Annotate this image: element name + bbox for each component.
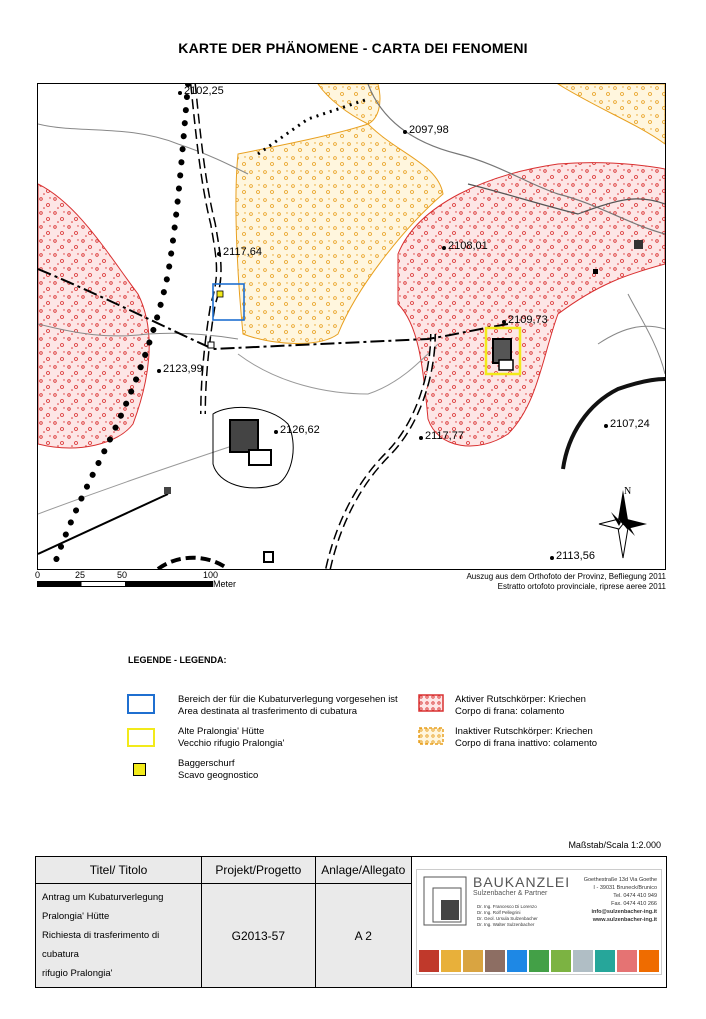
legend-item: Alte Pralongia' Hütte Vecchio rifugio Pralongia' bbox=[178, 726, 285, 749]
elevation-label: 2107,24 bbox=[610, 418, 650, 430]
elevation-label: 2113,56 bbox=[556, 550, 595, 562]
header-annex: Anlage/Allegato bbox=[315, 857, 411, 884]
map-canvas bbox=[38, 84, 665, 569]
north-label: N bbox=[624, 486, 632, 497]
legend-inactive-landslide-icon bbox=[418, 727, 444, 745]
project-code: G2013-57 bbox=[202, 884, 315, 988]
logo-icon-strip bbox=[419, 950, 659, 972]
title-block bbox=[35, 856, 667, 988]
title-text: Antrag um Kubaturverlegung Pralongia' Hütte Richiesta di trasferimento di cubatura rifugio Pralongia' bbox=[36, 884, 202, 988]
logo-address: Goethestraße 13d Via Goethe I - 39031 Bruneck/Brunico Tel. 0474 410 949 Fax. 0474 410 266 info@sulzenbacher-ing.it www.sulzenbacher-ing.it bbox=[583, 877, 657, 923]
logo-name: BAUKANZLEI bbox=[473, 874, 571, 890]
legend-item: Baggerschurf Scavo geognostico bbox=[178, 758, 259, 781]
scale-tick: 100 bbox=[203, 570, 219, 580]
elevation-label: 2097,98 bbox=[409, 124, 449, 136]
legend-yellow-box-icon bbox=[127, 728, 155, 747]
active-landslide-right bbox=[398, 163, 665, 446]
legend-item: Bereich der für die Kubaturverlegung vorgesehen ist Area destinata al trasferimento di cubatura bbox=[178, 694, 398, 717]
elevation-label: 2109,73 bbox=[508, 314, 548, 326]
scale-bar bbox=[37, 570, 277, 590]
active-landslide-left bbox=[38, 184, 149, 448]
credits-line: Auszug aus dem Orthofoto der Provinz, Befliegung 2011 bbox=[466, 572, 666, 581]
map-view[interactable] bbox=[37, 83, 666, 570]
logo-sub: Sulzenbacher & Partner bbox=[473, 890, 548, 897]
elevation-label: 2102,25 bbox=[184, 85, 224, 97]
elevation-label: 2117,64 bbox=[223, 246, 262, 258]
elevation-label: 2126,62 bbox=[280, 424, 320, 436]
north-arrow-icon bbox=[599, 490, 647, 558]
elevation-label: 2108,01 bbox=[448, 240, 488, 252]
scale-text: Maßstab/Scala 1:2.000 bbox=[568, 840, 661, 850]
elevation-label: 2123,99 bbox=[163, 363, 203, 375]
legend-blue-box-icon bbox=[127, 694, 155, 714]
legend-active-landslide-icon bbox=[418, 694, 444, 712]
map-title: KARTE DER PHÄNOMENE - CARTA DEI FENOMENI bbox=[178, 40, 528, 56]
elevation-label: 2117,77 bbox=[425, 430, 464, 442]
scale-tick: 50 bbox=[117, 570, 128, 580]
scale-tick: 25 bbox=[75, 570, 86, 580]
credits bbox=[466, 572, 666, 592]
logo-mark-icon bbox=[423, 876, 467, 926]
legend-pit-icon bbox=[133, 763, 146, 776]
excavation-pit bbox=[217, 291, 223, 297]
company-logo bbox=[412, 857, 667, 988]
scale-tick: 0 bbox=[35, 570, 41, 580]
header-title: Titel/ Titolo bbox=[36, 857, 202, 884]
inactive-landslide-right-top bbox=[558, 84, 665, 144]
credits-line: Estratto ortofoto provinciale, riprese aeree 2011 bbox=[497, 582, 666, 591]
scale-unit: Meter bbox=[213, 579, 237, 589]
annex-code: A 2 bbox=[315, 884, 411, 988]
main-hut-building bbox=[230, 420, 258, 452]
logo-people: Dr. Ing. Francesco Di Lorenzo Dr. Ing. Rolf Pellegrini Dr. Geol. Ursula Sulzenbacher Dr. Ing. Walter Sulzenbacher bbox=[477, 904, 538, 927]
legend-title: LEGENDE - LEGENDA: bbox=[128, 655, 227, 665]
legend-item: Aktiver Rutschkörper: Kriechen Corpo di frana: colamento bbox=[455, 694, 586, 717]
header-project: Projekt/Progetto bbox=[202, 857, 315, 884]
legend-item: Inaktiver Rutschkörper: Kriechen Corpo di frana inattivo: colamento bbox=[455, 726, 598, 749]
